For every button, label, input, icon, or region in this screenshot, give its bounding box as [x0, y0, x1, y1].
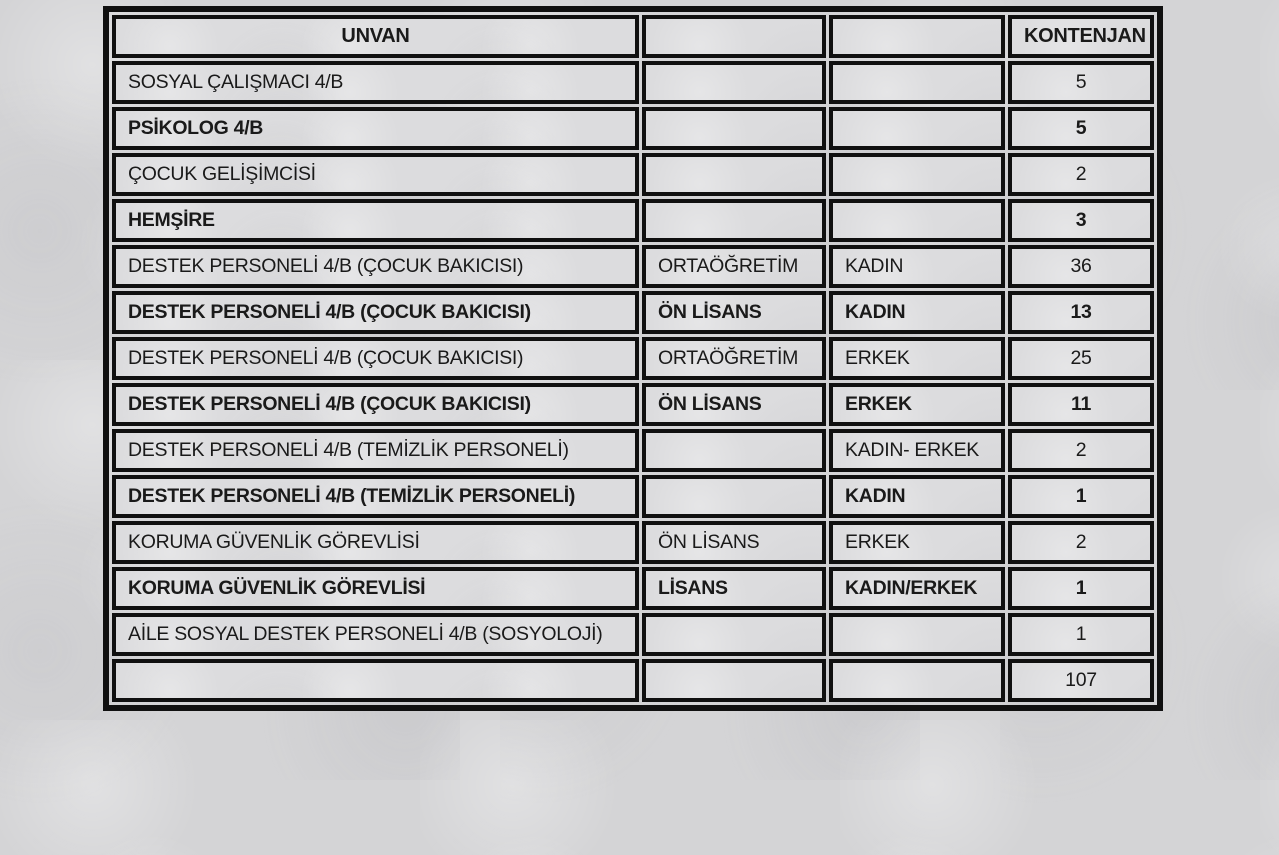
cell-egitim: ÖN LİSANS [642, 521, 826, 564]
cell-unvan: DESTEK PERSONELİ 4/B (ÇOCUK BAKICISI) [112, 337, 639, 380]
table-row [112, 475, 1154, 518]
table-row [112, 567, 1154, 610]
table-row [112, 429, 1154, 472]
cell-cinsiyet: KADIN- ERKEK [829, 429, 1005, 472]
cell-cinsiyet [829, 61, 1005, 104]
cell-egitim [642, 613, 826, 656]
cell-cinsiyet: ERKEK [829, 337, 1005, 380]
cell-cinsiyet [829, 659, 1005, 702]
cell-egitim [642, 659, 826, 702]
cell-cinsiyet: KADIN [829, 291, 1005, 334]
cell-kontenjan: 2 [1008, 153, 1154, 196]
cell-unvan: DESTEK PERSONELİ 4/B (ÇOCUK BAKICISI) [112, 245, 639, 288]
cell-egitim [642, 429, 826, 472]
table-row [112, 337, 1154, 380]
table-row [112, 659, 1154, 702]
cell-kontenjan: 3 [1008, 199, 1154, 242]
cell-kontenjan: 2 [1008, 429, 1154, 472]
cell-egitim: ÖN LİSANS [642, 291, 826, 334]
cell-egitim [642, 61, 826, 104]
cell-egitim [642, 107, 826, 150]
cell-unvan: HEMŞİRE [112, 199, 639, 242]
cell-kontenjan: 25 [1008, 337, 1154, 380]
table-row [112, 107, 1154, 150]
cell-unvan: AİLE SOSYAL DESTEK PERSONELİ 4/B (SOSYOLOJİ) [112, 613, 639, 656]
cell-unvan: DESTEK PERSONELİ 4/B (TEMİZLİK PERSONELİ) [112, 475, 639, 518]
table-row [112, 153, 1154, 196]
cell-kontenjan: 1 [1008, 567, 1154, 610]
table-row [112, 521, 1154, 564]
table-row [112, 383, 1154, 426]
header-cell-egitim [642, 15, 826, 58]
header-cell-cinsiyet [829, 15, 1005, 58]
cell-kontenjan: 1 [1008, 613, 1154, 656]
cell-egitim [642, 199, 826, 242]
header-cell-unvan: UNVAN [112, 15, 639, 58]
header-cell-kontenjan: KONTENJAN [1008, 15, 1154, 58]
cell-unvan: DESTEK PERSONELİ 4/B (TEMİZLİK PERSONELİ) [112, 429, 639, 472]
cell-unvan [112, 659, 639, 702]
quota-table-body [112, 61, 1154, 702]
cell-cinsiyet [829, 153, 1005, 196]
cell-unvan: KORUMA GÜVENLİK GÖREVLİSİ [112, 567, 639, 610]
cell-kontenjan: 2 [1008, 521, 1154, 564]
table-row [112, 199, 1154, 242]
cell-kontenjan: 36 [1008, 245, 1154, 288]
cell-unvan: PSİKOLOG 4/B [112, 107, 639, 150]
cell-unvan: ÇOCUK GELİŞİMCİSİ [112, 153, 639, 196]
cell-kontenjan: 107 [1008, 659, 1154, 702]
cell-unvan: DESTEK PERSONELİ 4/B (ÇOCUK BAKICISI) [112, 383, 639, 426]
quota-table [103, 6, 1163, 711]
table-row [112, 291, 1154, 334]
cell-cinsiyet [829, 199, 1005, 242]
cell-egitim: ORTAÖĞRETİM [642, 337, 826, 380]
cell-cinsiyet: KADIN/ERKEK [829, 567, 1005, 610]
cell-kontenjan: 11 [1008, 383, 1154, 426]
cell-cinsiyet: KADIN [829, 245, 1005, 288]
cell-kontenjan: 1 [1008, 475, 1154, 518]
cell-cinsiyet [829, 107, 1005, 150]
cell-egitim: LİSANS [642, 567, 826, 610]
cell-kontenjan: 5 [1008, 61, 1154, 104]
page-background [0, 6, 1279, 855]
table-header-row [112, 15, 1154, 58]
cell-unvan: KORUMA GÜVENLİK GÖREVLİSİ [112, 521, 639, 564]
cell-egitim: ÖN LİSANS [642, 383, 826, 426]
cell-egitim [642, 153, 826, 196]
table-row [112, 613, 1154, 656]
cell-egitim [642, 475, 826, 518]
cell-kontenjan: 5 [1008, 107, 1154, 150]
cell-kontenjan: 13 [1008, 291, 1154, 334]
cell-egitim: ORTAÖĞRETİM [642, 245, 826, 288]
table-row [112, 245, 1154, 288]
cell-cinsiyet: ERKEK [829, 521, 1005, 564]
cell-cinsiyet [829, 613, 1005, 656]
cell-unvan: SOSYAL ÇALIŞMACI 4/B [112, 61, 639, 104]
cell-cinsiyet: ERKEK [829, 383, 1005, 426]
cell-cinsiyet: KADIN [829, 475, 1005, 518]
table-row [112, 61, 1154, 104]
cell-unvan: DESTEK PERSONELİ 4/B (ÇOCUK BAKICISI) [112, 291, 639, 334]
